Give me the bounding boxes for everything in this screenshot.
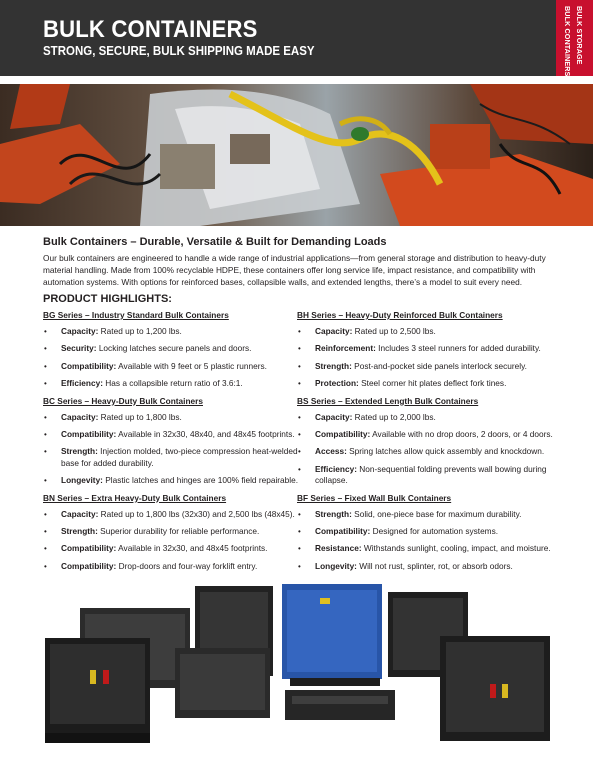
intro-paragraph: Our bulk containers are engineered to handle a wide range of industrial applications—from general storage and distribution to heavy-duty material handling. Made from 100% recyclable HDPE, these containers offer long service life, impact resistance, and compatibility with automation systems. With options for reinforced bases, collapsible walls, and extended lengths, there’s a model to suit every need. <box>43 253 546 287</box>
highlight-item <box>297 343 555 354</box>
highlight-text: Rated up to 2,500 lbs. <box>352 326 436 336</box>
highlight-item <box>43 526 301 537</box>
highlight-item <box>297 378 555 389</box>
highlight-item <box>297 326 555 337</box>
highlight-item <box>43 475 301 486</box>
highlight-text: Injection molded, two-piece compression heat-welded base for added durability. <box>61 446 298 468</box>
highlights-heading: PRODUCT HIGHLIGHTS: <box>43 293 172 305</box>
bullet-icon: • <box>44 509 47 519</box>
highlight-label: Compatibility: <box>61 560 117 571</box>
highlight-item <box>43 326 301 337</box>
highlight-label: Capacity: <box>315 326 353 336</box>
highlight-label: Security: <box>61 343 97 354</box>
bullet-icon: • <box>44 412 47 422</box>
highlight-label: Compatibility: <box>61 429 117 440</box>
highlight-item <box>297 561 555 572</box>
highlight-item <box>297 509 555 520</box>
hero-image <box>0 84 593 226</box>
highlight-label: Reinforcement: <box>315 343 376 354</box>
bullet-icon: • <box>44 379 47 389</box>
highlight-item <box>43 343 301 354</box>
bullet-icon: • <box>298 544 301 554</box>
highlight-item <box>43 509 301 520</box>
highlight-text: Available with no drop doors, 2 doors, or 4 doors. <box>370 429 553 440</box>
bullet-icon: • <box>44 476 47 486</box>
highlight-label: Longevity: <box>61 475 103 486</box>
series-title: BN Series – Extra Heavy-Duty Bulk Containers <box>43 492 227 503</box>
highlight-text: Solid, one-piece base for maximum durability. <box>351 508 522 519</box>
product-photo <box>0 578 593 767</box>
highlight-text: Non-sequential folding prevents wall bowing during collapse. <box>315 463 547 486</box>
highlight-label: Resistance: <box>315 543 362 554</box>
highlight-label: Compatibility: <box>61 360 117 371</box>
page-subtitle: STRONG, SECURE, BULK SHIPPING MADE EASY <box>43 44 315 58</box>
highlight-text: Includes 3 steel runners for added durability. <box>375 343 541 354</box>
highlight-text: Rated up to 1,800 lbs. <box>98 411 182 422</box>
highlight-item <box>43 361 301 372</box>
highlight-label: Capacity: <box>61 411 99 422</box>
highlight-item <box>297 446 555 457</box>
highlight-item <box>43 446 301 469</box>
highlight-item <box>297 412 555 423</box>
highlight-label: Access: <box>315 446 347 457</box>
highlight-item <box>43 378 301 389</box>
bullet-icon: • <box>44 561 47 571</box>
highlight-item <box>297 526 555 537</box>
bullet-icon: • <box>298 379 301 389</box>
series-title: BG Series – Industry Standard Bulk Containers <box>43 310 229 320</box>
bullet-icon: • <box>44 430 47 440</box>
highlight-label: Compatibility: <box>61 543 117 554</box>
bullet-icon: • <box>44 361 47 371</box>
highlight-item <box>297 361 555 372</box>
bullet-icon: • <box>298 412 301 422</box>
bullet-icon: • <box>44 527 47 537</box>
highlight-label: Capacity: <box>315 411 353 422</box>
bullet-icon: • <box>298 447 301 457</box>
side-tab-subcategory: BULK CONTAINERS <box>563 6 572 77</box>
bullet-icon: • <box>298 430 301 440</box>
highlight-text: Locking latches secure panels and doors. <box>96 343 252 354</box>
highlight-label: Strength: <box>61 526 98 537</box>
series-title: BH Series – Heavy-Duty Reinforced Bulk Containers <box>297 310 503 320</box>
section-side-tab <box>556 0 593 76</box>
bullet-icon: • <box>298 464 301 474</box>
bullet-icon: • <box>298 527 301 537</box>
highlight-text: Plastic latches and hinges are 100% field repairable. <box>102 475 299 486</box>
bullet-icon: • <box>298 561 301 571</box>
highlight-item <box>297 429 555 440</box>
highlight-label: Strength: <box>315 360 352 371</box>
highlight-text: Designed for automation systems. <box>370 526 499 537</box>
highlight-label: Compatibility: <box>315 526 371 537</box>
highlight-item <box>43 412 301 423</box>
highlight-label: Capacity: <box>61 508 99 519</box>
bullet-icon: • <box>44 447 47 457</box>
series-title: BF Series – Fixed Wall Bulk Containers <box>297 492 452 503</box>
bullet-icon: • <box>298 509 301 519</box>
highlight-text: Rated up to 1,800 lbs (32x30) and 2,500 lbs (48x45). <box>98 508 295 519</box>
highlight-label: Protection: <box>315 378 359 389</box>
highlight-label: Strength: <box>61 446 98 457</box>
highlight-item <box>43 561 301 572</box>
highlight-label: Compatibility: <box>315 429 371 440</box>
intro-heading: Bulk Containers – Durable, Versatile & Built for Demanding Loads <box>43 236 387 248</box>
highlight-text: Superior durability for reliable performance. <box>97 526 260 537</box>
highlight-label: Capacity: <box>61 326 99 336</box>
highlight-text: Rated up to 1,200 lbs. <box>98 326 182 336</box>
series-title: BS Series – Extended Length Bulk Containers <box>297 395 479 406</box>
highlight-label: Longevity: <box>315 560 357 571</box>
highlight-text: Has a collapsible return ratio of 3.6:1. <box>102 378 243 389</box>
highlight-item <box>43 429 301 440</box>
bullet-icon: • <box>44 544 47 554</box>
right-series-column <box>297 310 555 578</box>
left-series-column <box>43 310 301 578</box>
highlight-text: Available in 32x30, and 48x45 footprints. <box>116 543 268 554</box>
highlight-label: Strength: <box>315 508 352 519</box>
highlight-text: Post-and-pocket side panels interlock securely. <box>351 360 527 371</box>
header-banner <box>0 0 593 76</box>
highlight-text: Rated up to 2,000 lbs. <box>352 411 436 422</box>
bullet-icon: • <box>298 344 301 354</box>
bullet-icon: • <box>298 327 301 336</box>
bullet-icon: • <box>44 344 47 354</box>
highlight-text: Drop-doors and four-way forklift entry. <box>116 560 258 571</box>
highlight-item <box>43 543 301 554</box>
series-title: BC Series – Heavy-Duty Bulk Containers <box>43 395 203 406</box>
highlight-text: Will not rust, splinter, rot, or absorb odors. <box>356 560 513 571</box>
side-tab-category: BULK STORAGE <box>575 6 584 65</box>
highlight-item <box>297 543 555 554</box>
highlight-item <box>297 464 555 487</box>
highlight-label: Efficiency: <box>315 463 357 474</box>
highlight-text: Available with 9 feet or 5 plastic runners. <box>116 360 267 371</box>
highlight-text: Spring latches allow quick assembly and knockdown. <box>346 446 545 457</box>
highlight-text: Withstands sunlight, cooling, impact, and moisture. <box>361 543 551 554</box>
highlight-text: Steel corner hit plates deflect fork tines. <box>358 378 507 389</box>
highlight-text: Available in 32x30, 48x40, and 48x45 footprints. <box>116 429 295 440</box>
page-title: BULK CONTAINERS <box>43 16 258 43</box>
bullet-icon: • <box>298 361 301 371</box>
highlight-label: Efficiency: <box>61 378 103 389</box>
bullet-icon: • <box>44 327 47 336</box>
